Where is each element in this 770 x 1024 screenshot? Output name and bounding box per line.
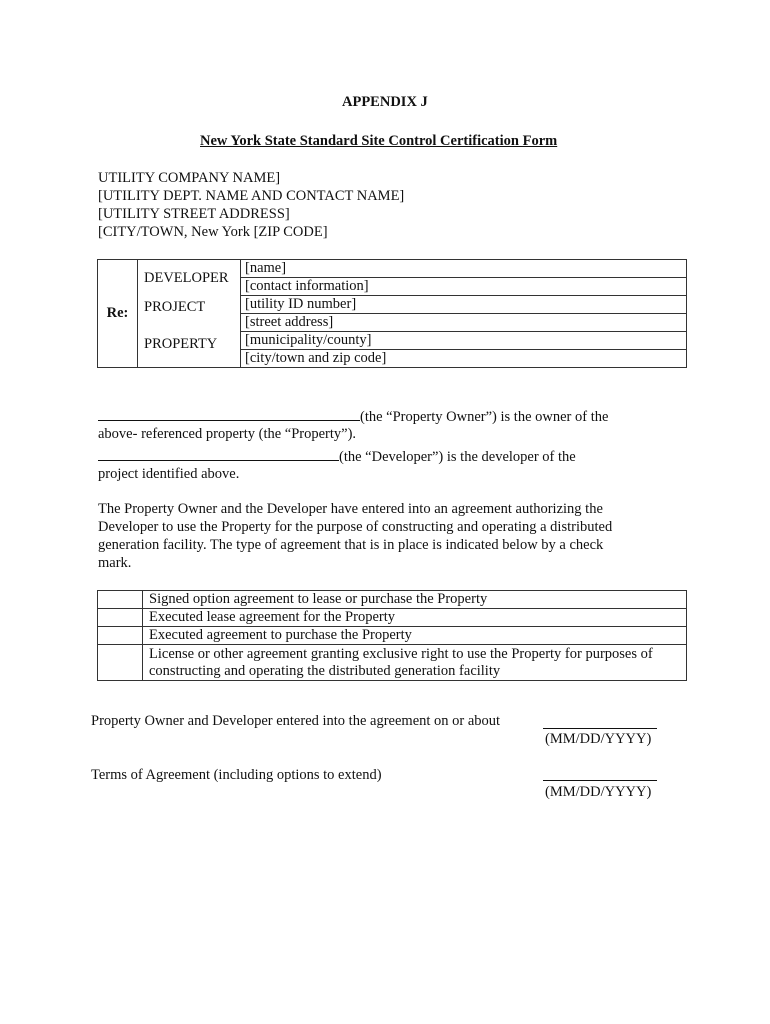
reference-table — [97, 259, 687, 368]
address-line: [CITY/TOWN, New York [ZIP CODE] — [98, 224, 328, 240]
option-label: Signed option agreement to lease or purchase the Property — [143, 591, 687, 609]
lease-checkbox[interactable] — [98, 609, 143, 627]
property-label: PROPERTY — [144, 336, 218, 352]
developer-statement-line2: project identified above. — [98, 466, 240, 482]
terms-date-format: (MM/DD/YYYY) — [545, 784, 652, 800]
address-line: UTILITY COMPANY NAME] — [98, 170, 281, 186]
developer-blank[interactable] — [98, 448, 339, 461]
form-title: New York State Standard Site Control Certification Form — [200, 133, 558, 149]
city-zip-field[interactable]: [city/town and zip code] — [241, 350, 687, 368]
owner-statement — [98, 408, 608, 426]
terms-date-field[interactable] — [543, 766, 657, 781]
name-field[interactable]: [name] — [241, 260, 687, 278]
license-label-line1: License or other agreement granting exclusive right to use the Property for purposes of — [149, 645, 653, 662]
contact-info-field[interactable]: [contact information] — [241, 278, 687, 296]
appendix-heading: APPENDIX J — [342, 94, 428, 110]
option-checkbox[interactable] — [98, 591, 143, 609]
paragraph-line: generation facility. The type of agreement that is in place is indicated below by a check — [98, 537, 604, 553]
agreement-type-table — [97, 590, 687, 681]
lease-label: Executed lease agreement for the Property — [143, 609, 687, 627]
purchase-label: Executed agreement to purchase the Property — [143, 627, 687, 645]
re-label: Re: — [98, 260, 138, 368]
street-address-field[interactable]: [street address] — [241, 314, 687, 332]
owner-statement-text: (the “Property Owner”) is the owner of the — [360, 409, 609, 425]
project-label: PROJECT — [144, 299, 206, 315]
terms-label: Terms of Agreement (including options to extend) — [91, 767, 382, 783]
license-label — [143, 645, 687, 681]
developer-label: DEVELOPER — [144, 270, 229, 286]
developer-statement — [98, 448, 576, 466]
address-line: [UTILITY DEPT. NAME AND CONTACT NAME] — [98, 188, 405, 204]
license-label-line2: constructing and operating the distributed generation facility — [149, 662, 501, 679]
purchase-checkbox[interactable] — [98, 627, 143, 645]
label-column — [138, 260, 241, 368]
property-owner-blank[interactable] — [98, 408, 360, 421]
municipality-field[interactable]: [municipality/county] — [241, 332, 687, 350]
paragraph-line: mark. — [98, 555, 132, 571]
license-checkbox[interactable] — [98, 645, 143, 681]
entered-date-label: Property Owner and Developer entered into the agreement on or about — [91, 713, 501, 729]
address-line: [UTILITY STREET ADDRESS] — [98, 206, 290, 222]
paragraph-line: The Property Owner and the Developer have entered into an agreement authorizing the — [98, 501, 603, 517]
entered-date-format: (MM/DD/YYYY) — [545, 731, 652, 747]
paragraph-line: Developer to use the Property for the purpose of constructing and operating a distributed — [98, 519, 613, 535]
utility-id-field[interactable]: [utility ID number] — [241, 296, 687, 314]
owner-statement-line2: above- referenced property (the “Property”). — [98, 426, 357, 442]
entered-date-field[interactable] — [543, 714, 657, 729]
developer-statement-text: (the “Developer”) is the developer of the — [339, 449, 576, 465]
